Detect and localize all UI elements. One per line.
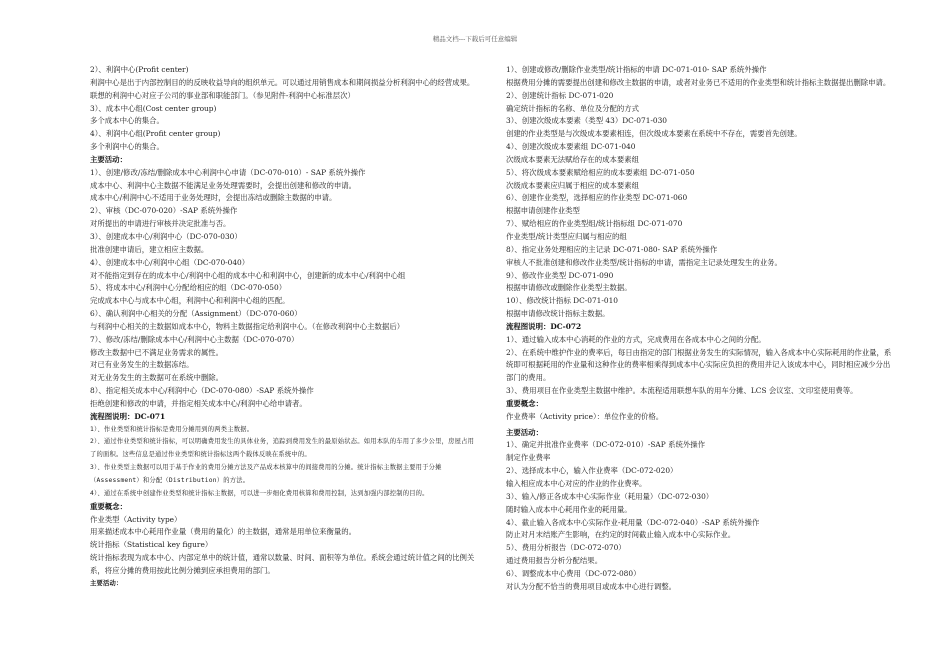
paragraph: 3）、作业类型主数据可以用于基于作业的费用分摊方法及产品成本核算中的间接费用的分摊。统计指标主数据主要用于分摊（Assessment）和分配（Distribution）的方法。 bbox=[90, 464, 442, 484]
paragraph: 1）、创建/修改/冻结/删除成本中心利润中心申请（DC-070-010）- SAP 系统外操作 bbox=[90, 167, 366, 177]
paragraph: 1）、确定并批准作业费率（DC-072-010）-SAP 系统外操作 bbox=[506, 440, 706, 450]
paragraph: 3）、创建成本中心/利润中心（DC-070-030） bbox=[90, 231, 242, 241]
paragraph: 统计指标（Statistical key figure） bbox=[90, 540, 213, 550]
paragraph: 统计指标表现为成本中心、内部定单中的统计值，通常以数量、时间、面积等为单位。系统会通过统计值之间的比例关系，将应分摊的费用按此比例分摊到应承担费用的部门。 bbox=[90, 553, 475, 575]
section-heading: 主要活动： bbox=[90, 579, 123, 587]
paragraph: 5）、将次级成本要素赋给相应的成本要素组 DC-071-050 bbox=[506, 167, 695, 177]
paragraph: 防止对月末结账产生影响，在约定的时间截止输入成本中心实际作业。 bbox=[506, 530, 736, 540]
paragraph: 确定统计指标的名称、单位及分配的方式 bbox=[506, 103, 640, 113]
paragraph: 输入相应成本中心对应的作业的作业费率。 bbox=[506, 479, 647, 488]
paragraph: 8）、指定相关成本中心/利润中心（DC-070-080）-SAP 系统外操作 bbox=[90, 386, 314, 396]
paragraph: 1）、作业类型和统计指标是费用分摊用到的两类主数据。 bbox=[90, 425, 254, 433]
paragraph: 2）、通过作业类型和统计指标，可以明确费用发生的具体业务，追踪到费用发生的最原始状态。如用本队的车用了多少公里，房屋占用了的面积。这些信息是通过作业类型和统计指标这两个载体反映在系统中的。 bbox=[90, 438, 475, 459]
paragraph: 随时输入成本中心耗用作业的耗用量。 bbox=[506, 504, 632, 514]
paragraph: 2）、利润中心(Profit center) bbox=[90, 65, 189, 74]
paragraph: 审核人不批准创建和修改作业类型/统计指标的申请，需指定主记录处理发生的业务。 bbox=[506, 257, 782, 267]
paragraph: 5）、费用分析报告（DC-072-070） bbox=[506, 543, 626, 553]
paragraph: 完成成本中心与成本中心组，利润中心和利润中心组的匹配。 bbox=[90, 296, 290, 306]
paragraph: 利润中心是出于内部控制目的的反映收益导向的组织单元。可以通过用销售成本和期间损益分析利润中心的经营成果。联想的利润中心对应子公司的事业部和职能部门。（参见附件-利润中心标准层次） bbox=[90, 77, 475, 100]
paragraph: 4）、截止输入各成本中心实际作业-耗用量（DC-072-040）-SAP 系统外操作 bbox=[506, 517, 760, 527]
paragraph: 对所提出的申请进行审核并决定批准与否。 bbox=[90, 219, 231, 229]
paragraph: 1）、通过输入成本中心消耗的作业的方式，完成费用在各成本中心之间的分配。 bbox=[506, 334, 766, 344]
paragraph: 5）、将成本中心/利润中心分配给相应的组（DC-070-050） bbox=[90, 283, 287, 293]
paragraph: 制定作业费率 bbox=[506, 453, 551, 463]
paragraph: 成本中心、利润中心主数据不能满足业务处理需要时，会提出创建和修改的申请。 bbox=[90, 180, 357, 190]
section-heading: 重要概念： bbox=[506, 398, 543, 408]
paragraph: 对认为分配不恰当的费用项目或成本中心进行调整。 bbox=[506, 581, 676, 591]
paragraph: 根据申请修改或删除作业类型主数据。 bbox=[506, 283, 632, 293]
paragraph: 根据申请修改统计指标主数据。 bbox=[506, 309, 610, 319]
paragraph: 成本中心/利润中心不适用于业务处理时，会提出冻结或删除主数据的申请。 bbox=[90, 193, 337, 203]
paragraph: 多个利润中心的集合。 bbox=[90, 142, 164, 152]
paragraph: 4）、创建次级成本要素组 DC-071-040 bbox=[506, 142, 636, 152]
paragraph: 4）、利润中心组(Profit center group) bbox=[90, 129, 221, 139]
paragraph: 与利润中心相关的主数据如成本中心，物料主数据指定给利润中心。（在修改利润中心主数据后） bbox=[90, 321, 405, 331]
paragraph: 10）、修改统计指标 DC-071-010 bbox=[506, 296, 618, 306]
paragraph: 创建的作业类型是与次级成本要素相连，但次级成本要素在系统中不存在，需要首先创建。 bbox=[506, 129, 802, 139]
section-heading: 主要活动： bbox=[90, 154, 127, 164]
left-column bbox=[90, 64, 475, 591]
paragraph: 拒绝创建和修改的申请，并指定相关成本中心/利润中心给申请者。 bbox=[90, 398, 307, 408]
paragraph: 1）、创建或修改/删除作业类型/统计指标的申请 DC-071-010- SAP 系统外操作 bbox=[506, 65, 767, 74]
paragraph: 3）、创建次级成本要素（类型 43）DC-071-030 bbox=[506, 116, 668, 126]
paragraph: 4）、通过在系统中创建作业类型和统计指标主数据，可以进一步细化费用核算和费用控制，达到加强内部控制的目的。 bbox=[90, 489, 429, 497]
paragraph: 对不能指定到存在的成本中心/利润中心组的成本中心和利润中心，创建新的成本中心/利润中心组 bbox=[90, 270, 406, 280]
section-heading: 主要活动： bbox=[506, 427, 543, 437]
paragraph: 8）、指定业务处理相应的主记录 DC-071-080- SAP 系统外操作 bbox=[506, 244, 718, 254]
paragraph: 6）、创建作业类型，选择相应的作业类型 DC-071-060 bbox=[506, 193, 688, 203]
paragraph: 对已有业务发生的主数据冻结。 bbox=[90, 360, 194, 370]
paragraph: 通过费用报告分析分配结果。 bbox=[506, 556, 603, 566]
paragraph: 2）、审核（DC-070-020）-SAP 系统外操作 bbox=[90, 206, 238, 216]
paragraph: 7）、赋给相应的作业类型组/统计指标组 DC-071-070 bbox=[506, 219, 683, 229]
paragraph: 作业类型/统计类型应归属与相应的组 bbox=[506, 231, 627, 241]
paragraph: 根据费用分摊的需要提出创建和修改主数据的申请，或者对业务已不适用的作业类型和统计指标主数据提出删除申请。 bbox=[506, 77, 891, 87]
paragraph: 4）、创建成本中心/利润中心组（DC-070-040） bbox=[90, 257, 250, 267]
paragraph: 2）、在系统中维护作业的费率后，每日由指定的部门根据业务发生的实际情况，输入各成本中心实际耗用的作业量，系统即可根据耗用的作业量和这种作业的费率相乘得到成本中心实际应负担的费用并记入该成本中心，同时相应减少分出部门的费用。 bbox=[506, 347, 892, 383]
section-heading: 流程图说明：DC-072 bbox=[506, 321, 582, 331]
paragraph: 作业类型（Activity type） bbox=[90, 514, 182, 524]
paragraph: 2）、创建统计指标 DC-071-020 bbox=[506, 90, 614, 100]
paragraph: 作业费率（Activity price）：单位作业的价格。 bbox=[506, 411, 664, 421]
paragraph: 2）、选择成本中心，输入作业费率（DC-072-020） bbox=[506, 466, 678, 476]
paragraph: 批准创建申请后，建立相应主数据。 bbox=[90, 244, 209, 254]
paragraph: 根据申请创建作业类型 bbox=[506, 206, 580, 216]
paragraph: 3）、成本中心组(Cost center group) bbox=[90, 103, 217, 113]
right-column bbox=[506, 64, 894, 594]
paragraph: 次级成本要素应归属于相应的成本要素组 bbox=[506, 180, 640, 190]
paragraph: 9）、修改作业类型 DC-071-090 bbox=[506, 270, 614, 280]
paragraph: 用来描述成本中心耗用作业量（费用的量化）的主数据，通常是用单位来衡量的。 bbox=[90, 527, 357, 537]
section-heading: 重要概念： bbox=[90, 501, 127, 511]
paragraph: 修改主数据中已不满足业务需求的属性。 bbox=[90, 347, 224, 357]
paragraph: 6）、调整成本中心费用（DC-072-080） bbox=[506, 568, 641, 578]
page-header: 精品文档---下载后可任意编辑 bbox=[432, 35, 518, 43]
paragraph: 3）、费用项目在作业类型主数据中维护。本流程适用联想车队的用车分摊、LCS 会议室、文印室使用费等。 bbox=[506, 386, 858, 396]
paragraph: 3）、输入/修正各成本中心实际作业（耗用量）（DC-072-030） bbox=[506, 491, 714, 501]
paragraph: 对无业务发生的主数据可在系统中删除。 bbox=[90, 373, 224, 383]
section-heading: 流程图说明：DC-071 bbox=[90, 411, 166, 421]
paragraph: 多个成本中心的集合。 bbox=[90, 116, 164, 126]
paragraph: 7）、修改/冻结/删除成本中心/利润中心主数据（DC-070-070） bbox=[90, 334, 299, 344]
paragraph: 6）、确认利润中心相关的分配（Assignment）（DC-070-060） bbox=[90, 309, 302, 319]
paragraph: 次级成本要素无法赋给存在的成本要素组 bbox=[506, 154, 640, 164]
